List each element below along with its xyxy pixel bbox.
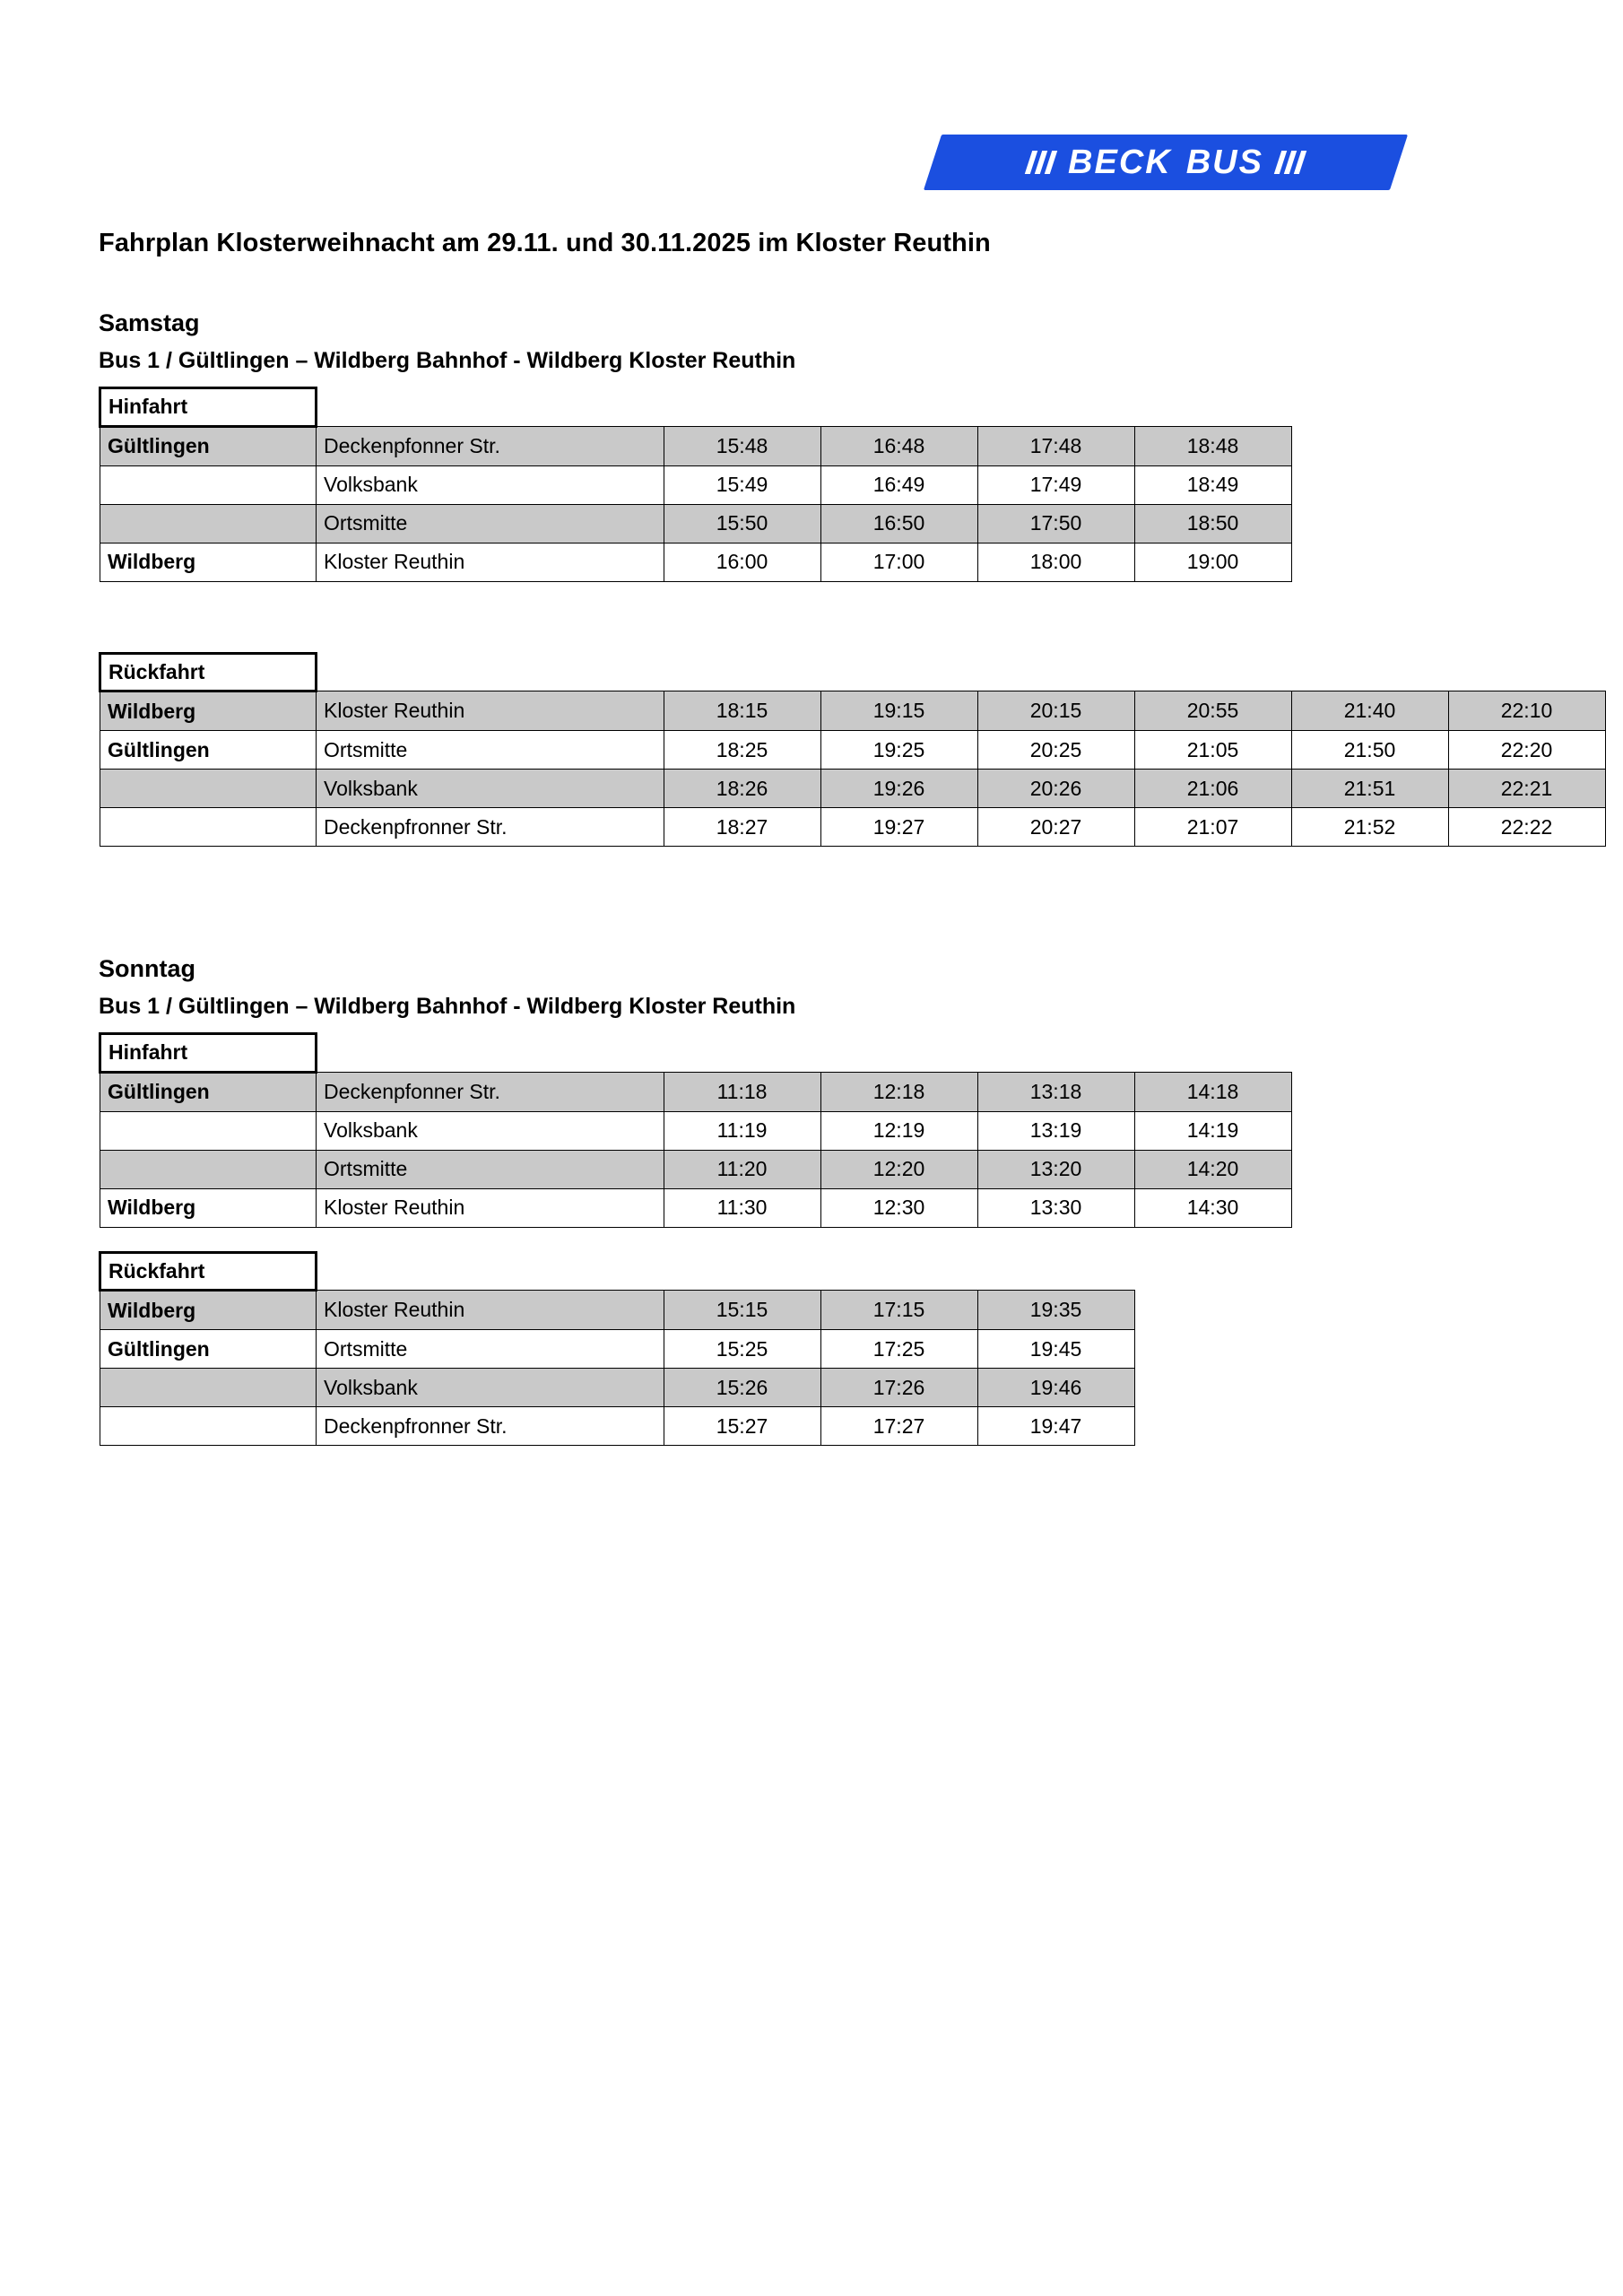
cell-place: Wildberg <box>100 543 317 581</box>
cell-time: 19:45 <box>977 1330 1134 1369</box>
cell-time: 14:20 <box>1134 1150 1291 1188</box>
cell-stop: Kloster Reuthin <box>317 1188 664 1227</box>
cell-time: 20:26 <box>977 770 1134 808</box>
cell-stop: Volksbank <box>317 465 664 504</box>
logo-stripes-left-icon <box>1028 151 1054 174</box>
page-title: Fahrplan Klosterweihnacht am 29.11. und 30.11.2025 im Kloster Reuthin <box>99 229 991 257</box>
spacer-cell <box>820 1034 977 1073</box>
spacer-cell <box>977 653 1134 691</box>
spacer-cell <box>820 1252 977 1291</box>
spacer-cell <box>664 653 820 691</box>
spacer-cell <box>977 1034 1134 1073</box>
spacer-cell <box>664 1252 820 1291</box>
cell-time: 19:26 <box>820 770 977 808</box>
spacer-cell <box>317 388 664 427</box>
cell-time: 15:26 <box>664 1369 820 1407</box>
cell-time: 19:35 <box>977 1291 1134 1330</box>
spacer-cell <box>317 653 664 691</box>
spacer-cell <box>820 653 977 691</box>
spacer-cell <box>1291 653 1448 691</box>
cell-stop: Kloster Reuthin <box>317 1291 664 1330</box>
cell-time: 14:30 <box>1134 1188 1291 1227</box>
table-row <box>100 1150 1292 1188</box>
cell-time: 11:20 <box>664 1150 820 1188</box>
cell-time: 20:55 <box>1134 691 1291 731</box>
cell-stop: Ortsmitte <box>317 1150 664 1188</box>
day-heading-sunday: Sonntag <box>99 955 195 982</box>
cell-stop: Volksbank <box>317 1369 664 1407</box>
cell-stop: Ortsmitte <box>317 731 664 770</box>
cell-time: 14:19 <box>1134 1111 1291 1150</box>
spacer-cell <box>1134 653 1291 691</box>
direction-label-rueckfahrt: Rückfahrt <box>100 1252 317 1291</box>
table-row <box>100 1188 1292 1227</box>
cell-time: 22:21 <box>1448 770 1605 808</box>
direction-row <box>100 1034 1292 1073</box>
cell-time: 22:22 <box>1448 808 1605 847</box>
table-row <box>100 1291 1135 1330</box>
cell-time: 17:00 <box>820 543 977 581</box>
cell-stop: Ortsmitte <box>317 1330 664 1369</box>
cell-time: 15:25 <box>664 1330 820 1369</box>
direction-label-hinfahrt: Hinfahrt <box>100 1034 317 1073</box>
cell-time: 15:27 <box>664 1407 820 1446</box>
cell-time: 17:27 <box>820 1407 977 1446</box>
cell-time: 16:48 <box>820 426 977 465</box>
cell-place: Wildberg <box>100 691 317 731</box>
cell-time: 15:15 <box>664 1291 820 1330</box>
cell-time: 17:50 <box>977 504 1134 543</box>
section-saturday <box>99 309 1606 847</box>
cell-time: 16:00 <box>664 543 820 581</box>
cell-time: 17:49 <box>977 465 1134 504</box>
spacer-cell <box>1134 1034 1291 1073</box>
cell-time: 19:47 <box>977 1407 1134 1446</box>
cell-time: 18:00 <box>977 543 1134 581</box>
table-saturday-return <box>99 652 1606 848</box>
cell-stop: Deckenpfronner Str. <box>317 808 664 847</box>
logo-content <box>933 135 1399 190</box>
cell-place <box>100 465 317 504</box>
cell-time: 12:19 <box>820 1111 977 1150</box>
section-sunday <box>99 955 1292 1446</box>
table-row <box>100 426 1292 465</box>
cell-time: 15:48 <box>664 426 820 465</box>
beck-bus-logo <box>933 135 1399 190</box>
logo-stripes-right-icon <box>1278 151 1303 174</box>
table-row <box>100 770 1606 808</box>
direction-label-hinfahrt: Hinfahrt <box>100 388 317 427</box>
cell-place <box>100 504 317 543</box>
cell-time: 21:51 <box>1291 770 1448 808</box>
cell-place: Gültlingen <box>100 426 317 465</box>
table-saturday-outbound <box>99 387 1292 582</box>
cell-time: 18:50 <box>1134 504 1291 543</box>
cell-time: 19:46 <box>977 1369 1134 1407</box>
route-heading-sunday: Bus 1 / Gültlingen – Wildberg Bahnhof - Wildberg Kloster Reuthin <box>99 994 796 1019</box>
cell-place <box>100 1407 317 1446</box>
cell-time: 16:49 <box>820 465 977 504</box>
cell-time: 13:30 <box>977 1188 1134 1227</box>
cell-place <box>100 1150 317 1188</box>
direction-label-rueckfahrt: Rückfahrt <box>100 653 317 691</box>
cell-time: 21:50 <box>1291 731 1448 770</box>
cell-time: 18:25 <box>664 731 820 770</box>
direction-row <box>100 388 1292 427</box>
cell-time: 18:48 <box>1134 426 1291 465</box>
cell-time: 21:06 <box>1134 770 1291 808</box>
spacer-cell <box>1134 388 1291 427</box>
cell-time: 16:50 <box>820 504 977 543</box>
table-row <box>100 1111 1292 1150</box>
cell-place <box>100 808 317 847</box>
table-row <box>100 1072 1292 1111</box>
table-row <box>100 1369 1135 1407</box>
cell-place: Gültlingen <box>100 1072 317 1111</box>
cell-time: 17:48 <box>977 426 1134 465</box>
table-sunday-return <box>99 1251 1135 1447</box>
cell-time: 20:27 <box>977 808 1134 847</box>
cell-time: 17:15 <box>820 1291 977 1330</box>
spacer-cell <box>664 1034 820 1073</box>
cell-place <box>100 1369 317 1407</box>
cell-place <box>100 1111 317 1150</box>
cell-stop: Deckenpfonner Str. <box>317 1072 664 1111</box>
cell-time: 11:30 <box>664 1188 820 1227</box>
cell-time: 20:15 <box>977 691 1134 731</box>
spacer-cell <box>977 388 1134 427</box>
cell-time: 18:27 <box>664 808 820 847</box>
cell-stop: Volksbank <box>317 770 664 808</box>
cell-time: 11:19 <box>664 1111 820 1150</box>
cell-stop: Ortsmitte <box>317 504 664 543</box>
cell-time: 19:25 <box>820 731 977 770</box>
table-row <box>100 543 1292 581</box>
cell-time: 19:00 <box>1134 543 1291 581</box>
cell-time: 22:20 <box>1448 731 1605 770</box>
table-row <box>100 808 1606 847</box>
cell-stop: Kloster Reuthin <box>317 543 664 581</box>
cell-time: 13:20 <box>977 1150 1134 1188</box>
cell-time: 18:15 <box>664 691 820 731</box>
cell-place: Wildberg <box>100 1291 317 1330</box>
cell-time: 21:07 <box>1134 808 1291 847</box>
cell-time: 12:30 <box>820 1188 977 1227</box>
cell-time: 21:52 <box>1291 808 1448 847</box>
cell-time: 12:18 <box>820 1072 977 1111</box>
cell-time: 18:49 <box>1134 465 1291 504</box>
cell-time: 19:15 <box>820 691 977 731</box>
logo-word-bus: BUS <box>1185 143 1263 181</box>
cell-place: Wildberg <box>100 1188 317 1227</box>
cell-time: 12:20 <box>820 1150 977 1188</box>
cell-time: 13:18 <box>977 1072 1134 1111</box>
cell-time: 18:26 <box>664 770 820 808</box>
direction-row <box>100 653 1606 691</box>
cell-stop: Volksbank <box>317 1111 664 1150</box>
table-row <box>100 465 1292 504</box>
cell-time: 14:18 <box>1134 1072 1291 1111</box>
cell-time: 22:10 <box>1448 691 1605 731</box>
spacer-cell <box>820 388 977 427</box>
cell-time: 19:27 <box>820 808 977 847</box>
spacer-cell <box>317 1252 664 1291</box>
spacer-cell <box>1448 653 1605 691</box>
cell-place <box>100 770 317 808</box>
cell-place: Gültlingen <box>100 731 317 770</box>
cell-time: 11:18 <box>664 1072 820 1111</box>
cell-time: 21:40 <box>1291 691 1448 731</box>
table-row <box>100 504 1292 543</box>
table-row <box>100 1330 1135 1369</box>
route-heading-saturday: Bus 1 / Gültlingen – Wildberg Bahnhof - Wildberg Kloster Reuthin <box>99 348 796 373</box>
cell-time: 17:26 <box>820 1369 977 1407</box>
day-heading-saturday: Samstag <box>99 309 200 336</box>
cell-stop: Kloster Reuthin <box>317 691 664 731</box>
cell-time: 15:49 <box>664 465 820 504</box>
cell-stop: Deckenpfonner Str. <box>317 426 664 465</box>
spacer-cell <box>664 388 820 427</box>
spacer-cell <box>317 1034 664 1073</box>
cell-time: 17:25 <box>820 1330 977 1369</box>
table-sunday-outbound <box>99 1032 1292 1228</box>
logo-word-beck: BECK <box>1068 143 1172 181</box>
cell-time: 20:25 <box>977 731 1134 770</box>
cell-place: Gültlingen <box>100 1330 317 1369</box>
table-row <box>100 1407 1135 1446</box>
table-row <box>100 691 1606 731</box>
cell-stop: Deckenpfronner Str. <box>317 1407 664 1446</box>
direction-row <box>100 1252 1135 1291</box>
cell-time: 13:19 <box>977 1111 1134 1150</box>
spacer-cell <box>977 1252 1134 1291</box>
cell-time: 15:50 <box>664 504 820 543</box>
table-row <box>100 731 1606 770</box>
cell-time: 21:05 <box>1134 731 1291 770</box>
